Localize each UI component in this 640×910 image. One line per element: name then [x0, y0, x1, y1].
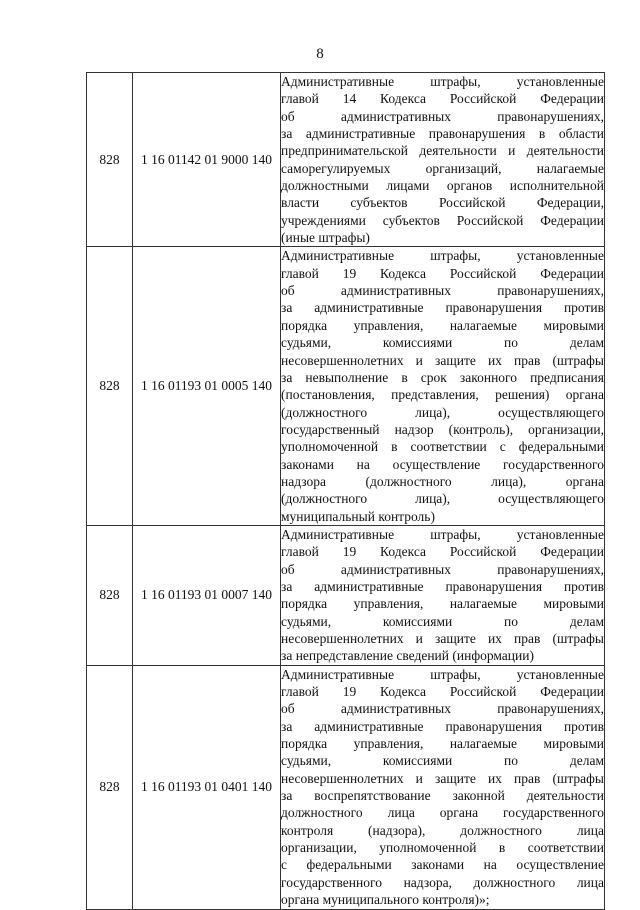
- description-line: главой 19 Кодекса Российской Федерации: [281, 544, 604, 560]
- description-line: Административные штрафы, установленные: [281, 248, 604, 264]
- description-line: судьями, комиссиями по делам: [281, 753, 604, 769]
- description-line: с федеральными законами на осуществление: [281, 857, 604, 873]
- description-line: Административные штрафы, установленные: [281, 74, 604, 89]
- description-line: об административных правонарушениях,: [281, 561, 604, 577]
- page-number: 8: [316, 46, 324, 62]
- description-line: за невыполнение в срок законного предписания: [281, 369, 604, 385]
- description-line: власти субъектов Российской Федерации,: [281, 195, 604, 211]
- description-line: контроля (надзора), должностного лица: [281, 822, 604, 838]
- description-line: муниципальный контроль): [281, 508, 435, 524]
- description-line: порядка управления, налагаемые мировыми: [281, 736, 604, 752]
- description-line: за воспрепятствование законной деятельности: [281, 788, 604, 804]
- description-line: государственный надзор (контроль), организации,: [281, 421, 604, 437]
- description-line: главой 19 Кодекса Российской Федерации: [281, 684, 604, 700]
- table-row: [87, 73, 605, 247]
- description-line: Административные штрафы, установленные: [281, 526, 604, 542]
- description-line: государственного надзора, должностного лица: [281, 874, 604, 890]
- description-line: должностного лица органа государственного: [281, 805, 604, 821]
- description-line: главой 14 Кодекса Российской Федерации: [281, 91, 604, 107]
- budget-code-cell: 1 16 01142 01 9000 140: [133, 73, 281, 247]
- admin-code-cell: 828: [87, 73, 133, 247]
- description-line: главой 19 Кодекса Российской Федерации: [281, 265, 604, 281]
- revenue-codes-table: [86, 72, 605, 910]
- description-line: предпринимательской деятельности и деятельности: [281, 143, 604, 159]
- description-line: организации, уполномоченной в соответствии: [281, 840, 604, 856]
- admin-code-cell: 828: [87, 665, 133, 909]
- description-cell: [281, 247, 605, 526]
- description-line: саморегулируемых организаций, налагаемые: [281, 160, 604, 176]
- description-line: (иные штрафы): [281, 230, 370, 246]
- description-line: уполномоченной в соответствии с федеральными: [281, 439, 604, 455]
- description-line: об административных правонарушениях,: [281, 283, 604, 299]
- description-line: за административные правонарушения против: [281, 718, 604, 734]
- description-line: несовершеннолетних и защите их прав (штрафы: [281, 352, 604, 368]
- description-cell: [281, 73, 605, 247]
- description-line: (должностного лица), осуществляющего: [281, 491, 604, 507]
- description-line: органа муниципального контроля)»;: [281, 892, 490, 908]
- admin-code-cell: 828: [87, 525, 133, 665]
- description-line: (постановления, представления, решения) органа: [281, 387, 604, 403]
- description-line: за административные правонарушения против: [281, 578, 604, 594]
- description-line: Административные штрафы, установленные: [281, 666, 604, 682]
- description-line: порядка управления, налагаемые мировыми: [281, 317, 604, 333]
- budget-code-cell: 1 16 01193 01 0007 140: [133, 525, 281, 665]
- description-cell: [281, 525, 605, 665]
- description-line: судьями, комиссиями по делам: [281, 613, 604, 629]
- description-line: за непредставление сведений (информации): [281, 648, 534, 664]
- description-line: (должностного лица), осуществляющего: [281, 404, 604, 420]
- description-line: законами на осуществление государственного: [281, 456, 604, 472]
- description-line: об административных правонарушениях,: [281, 701, 604, 717]
- budget-code-cell: 1 16 01193 01 0005 140: [133, 247, 281, 526]
- table-row: [87, 247, 605, 526]
- description-line: должностными лицами органов исполнительной: [281, 178, 604, 194]
- description-line: несовершеннолетних и защите их прав (штрафы: [281, 631, 604, 646]
- description-line: несовершеннолетних и защите их прав (штрафы: [281, 770, 604, 786]
- description-line: за административные правонарушения против: [281, 300, 604, 316]
- description-line: порядка управления, налагаемые мировыми: [281, 596, 604, 612]
- description-line: учреждениями субъектов Российской Федерации: [281, 212, 604, 228]
- description-line: судьями, комиссиями по делам: [281, 335, 604, 351]
- description-line: об административных правонарушениях,: [281, 108, 604, 124]
- table-row: [87, 525, 605, 665]
- admin-code-cell: 828: [87, 247, 133, 526]
- description-line: за административные правонарушения в области: [281, 126, 604, 142]
- description-cell: [281, 665, 605, 909]
- description-line: надзора (должностного лица), органа: [281, 473, 604, 489]
- budget-code-cell: 1 16 01193 01 0401 140: [133, 665, 281, 909]
- table-row: [87, 665, 605, 909]
